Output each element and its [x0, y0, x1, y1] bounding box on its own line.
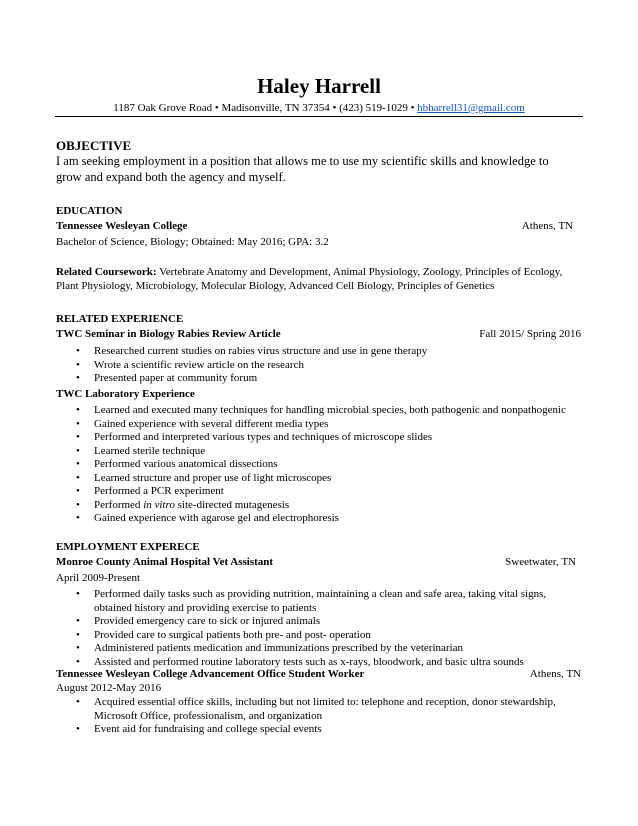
list-item: • Provided emergency care to sick or injured animals: [56, 615, 580, 629]
objective-heading: OBJECTIVE: [56, 138, 132, 153]
education-school: Tennessee Wesleyan College: [56, 220, 188, 232]
employment-heading: EMPLOYMENT EXPERECE: [56, 541, 200, 553]
list-item: • Learned structure and proper use of light microscopes: [56, 472, 580, 486]
seminar-bullet-list: [56, 345, 580, 386]
coursework-text: Vertebrate Anatomy and Development, Animal Physiology, Zoology, Principles of Ecology, Plant Physiology, Microbiology, Molecular Biology, Advanced Cell Biology, Principles of Genetics: [56, 266, 563, 292]
objective-text: I am seeking employment in a position that allows me to use my scientific skills and knowledge to grow and expand both the agency and myself.: [56, 154, 549, 184]
header-divider: [55, 116, 583, 117]
education-degree: Bachelor of Science, Biology; Obtained: May 2016; GPA: 3.2: [56, 236, 329, 248]
email-link[interactable]: hbharrell31@gmail.com: [417, 102, 525, 114]
job1-bullet-list: [56, 588, 580, 669]
list-item: • Assisted and performed routine laboratory tests such as x-rays, bloodwork, and basic ultra sounds: [56, 656, 580, 670]
job2-title: Tennessee Wesleyan College Advancement Office Student Worker: [56, 668, 365, 680]
list-item: • Performed various anatomical dissections: [56, 458, 580, 472]
list-item: • Wrote a scientific review article on the research: [56, 359, 580, 373]
list-item: • Gained experience with several different media types: [56, 418, 580, 432]
list-item: [56, 499, 580, 513]
list-item: • Event aid for fundraising and college special events: [56, 723, 580, 737]
list-item: • Administered patients medication and immunizations prescribed by the veterinarian: [56, 642, 580, 656]
list-item: • Performed a PCR experiment: [56, 485, 580, 499]
job2-bullet-list: [56, 696, 580, 737]
mutagenesis-prefix: Performed: [94, 498, 144, 511]
job1-dates: April 2009-Present: [56, 572, 141, 584]
job2-location: Athens, TN: [529, 668, 581, 680]
list-item: • Presented paper at community forum: [56, 372, 580, 386]
list-item: • Performed and interpreted various types and techniques of microscope slides: [56, 431, 580, 445]
list-item: • Learned sterile technique: [56, 445, 580, 459]
job1-location: Sweetwater, TN: [505, 556, 576, 568]
coursework-paragraph: [56, 266, 576, 293]
list-item: • Gained experience with agarose gel and electrophoresis: [56, 512, 580, 526]
seminar-dates: Fall 2015/ Spring 2016: [479, 328, 581, 340]
seminar-title: TWC Seminar in Biology Rabies Review Article: [56, 328, 281, 340]
list-item: • Learned and executed many techniques for handling microbial species, both pathogenic and nonpathogenic: [56, 404, 580, 418]
list-item: • Researched current studies on rabies virus structure and use in gene therapy: [56, 345, 580, 359]
job2-dates: August 2012-May 2016: [56, 682, 162, 694]
mutagenesis-suffix: site-directed mutagenesis: [174, 498, 290, 511]
coursework-label: Related Coursework:: [56, 266, 157, 278]
mutagenesis-italic: in vitro: [143, 498, 175, 511]
education-heading: EDUCATION: [56, 205, 123, 217]
list-item: • Performed daily tasks such as providing nutrition, maintaining a clean and safe area, taking vital signs, obtained history and providing exercise to patients: [56, 588, 580, 615]
lab-title: TWC Laboratory Experience: [56, 388, 195, 400]
list-item: • Provided care to surgical patients both pre- and post- operation: [56, 629, 580, 643]
candidate-name: Haley Harrell: [257, 74, 381, 98]
contact-line: [0, 101, 638, 115]
contact-text: 1187 Oak Grove Road • Madisonville, TN 37354 • (423) 519-1029 •: [113, 102, 418, 114]
education-location: Athens, TN: [521, 220, 573, 232]
lab-bullet-list: [56, 404, 580, 526]
related-experience-heading: RELATED EXPERIENCE: [56, 313, 184, 325]
list-item: • Acquired essential office skills, including but not limited to: telephone and reception, donor stewardship, Microsoft Office, professionalism, and organization: [56, 696, 580, 723]
job1-title: Monroe County Animal Hospital Vet Assistant: [56, 556, 274, 568]
